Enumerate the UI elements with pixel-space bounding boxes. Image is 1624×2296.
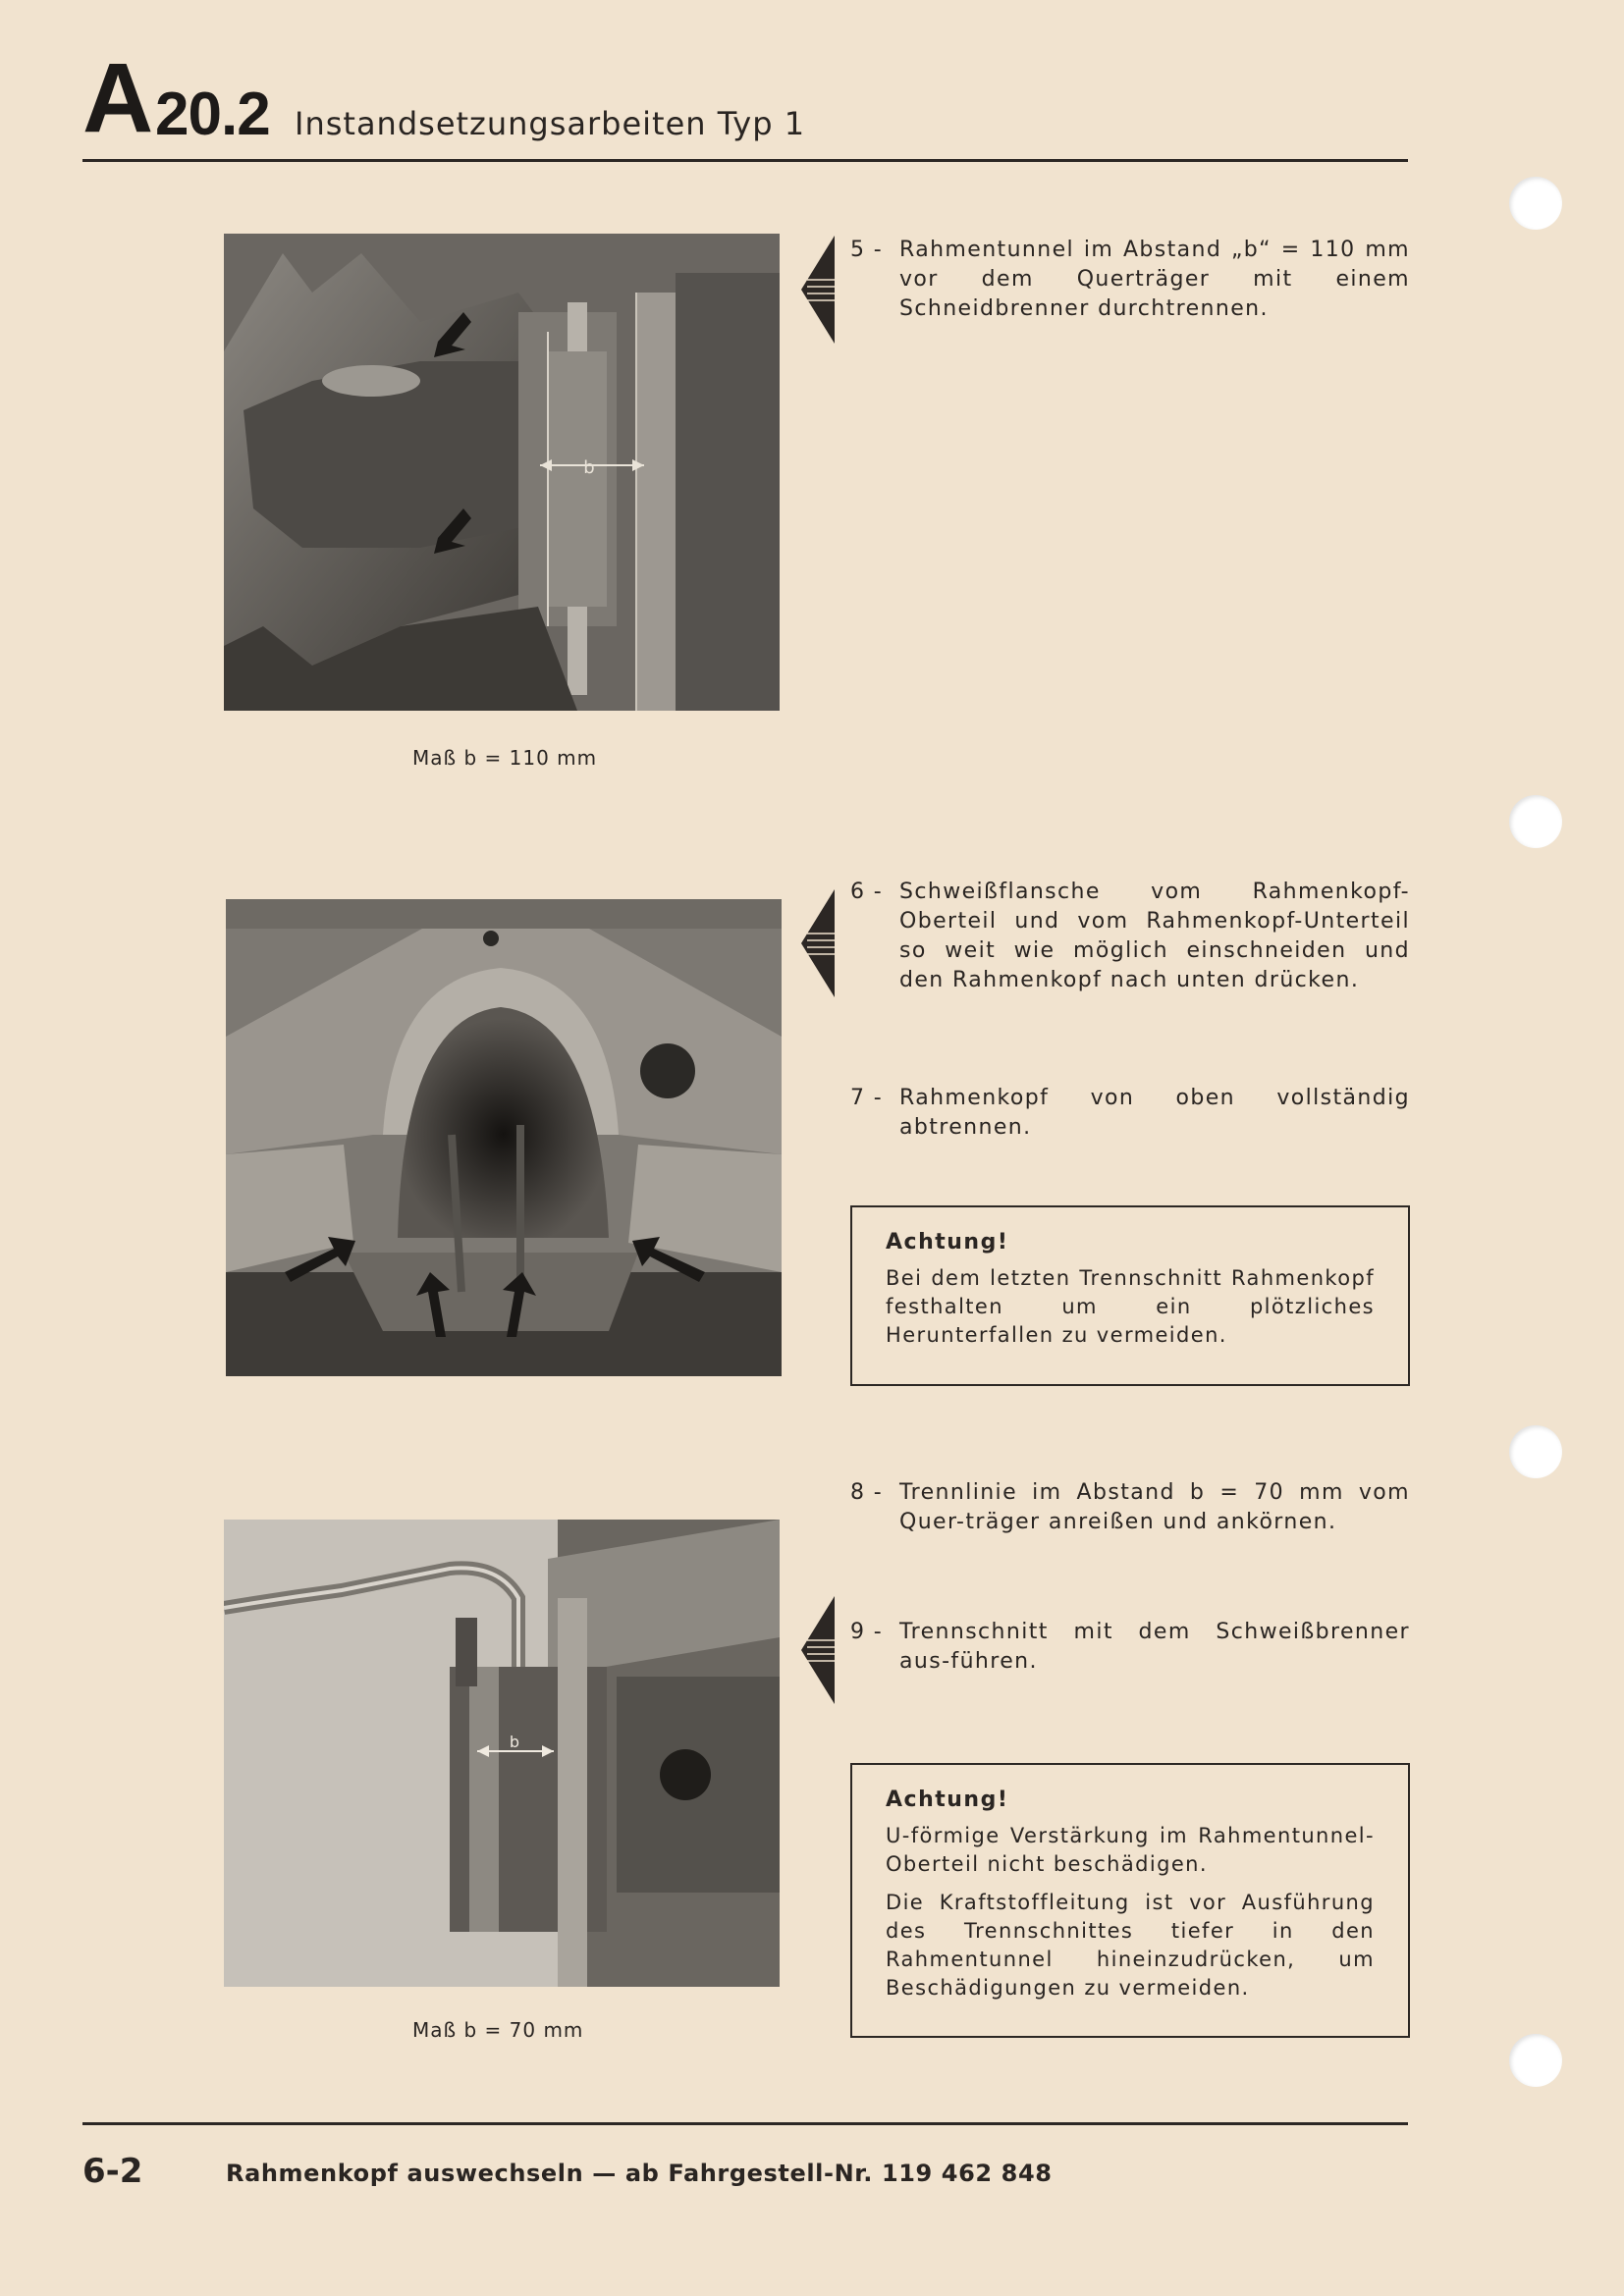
header-rule <box>82 159 1408 162</box>
step-6 <box>850 878 1410 995</box>
photo-frame-tunnel-cut <box>224 234 780 711</box>
footer-title: Rahmenkopf auswechseln — ab Fahrgestell-Nr. 119 462 848 <box>226 2160 1053 2187</box>
step-number: 6 - <box>850 880 884 904</box>
step-text: Trennschnitt mit dem Schweißbrenner aus-führen. <box>899 1620 1410 1674</box>
warning-box <box>850 1205 1410 1386</box>
warning-text: Bei dem letzten Trennschnitt Rahmenkopf festhalten um ein plötzliches Herunterfallen zu vermeiden. <box>886 1266 1375 1347</box>
warning-text: Die Kraftstoffleitung ist vor Ausführung des Trennschnittes tiefer in den Rahmentunnel hineinzudrücken, um Beschädigungen zu vermeiden. <box>886 1891 1375 2000</box>
step-arrow-icon <box>801 236 837 344</box>
punch-hole <box>1509 795 1562 848</box>
step-9 <box>850 1618 1410 1677</box>
step-7 <box>850 1084 1410 1143</box>
punch-hole <box>1509 177 1562 230</box>
step-5 <box>850 236 1410 324</box>
step-arrow-icon <box>801 1596 837 1704</box>
caption-photo1: Maß b = 110 mm <box>412 746 598 770</box>
warning-title: Achtung! <box>886 1788 1009 1812</box>
warning-box <box>850 1763 1410 2038</box>
photo-label-b: b <box>583 457 595 478</box>
photo-frame-head-flanges <box>226 899 782 1376</box>
punch-hole <box>1509 1425 1562 1478</box>
step-8 <box>850 1478 1410 1537</box>
footer-rule <box>82 2122 1408 2125</box>
page-number: 6-2 <box>82 2152 143 2191</box>
section-number: 20.2 <box>155 80 270 148</box>
section-letter: A <box>82 43 150 153</box>
step-number: 5 - <box>850 238 884 262</box>
warning-text: U-förmige Verstärkung im Rahmentunnel-Oberteil nicht beschädigen. <box>886 1824 1375 1876</box>
step-text: Schweißflansche vom Rahmenkopf-Oberteil und vom Rahmenkopf-Unterteil so weit wie möglich einschneiden und den Rahmenkopf nach unten drücken. <box>899 880 1410 992</box>
step-text: Rahmentunnel im Abstand „b“ = 110 mm vor dem Querträger mit einem Schneidbrenner durchtrennen. <box>899 238 1410 321</box>
caption-photo3: Maß b = 70 mm <box>412 2018 584 2042</box>
step-number: 9 - <box>850 1620 884 1644</box>
photo-frame-tunnel-70 <box>224 1520 780 1987</box>
step-number: 7 - <box>850 1086 884 1110</box>
step-text: Trennlinie im Abstand b = 70 mm vom Quer-träger anreißen und ankörnen. <box>899 1480 1410 1534</box>
photo-label-b: b <box>509 1733 520 1751</box>
section-subtitle: Instandsetzungsarbeiten Typ 1 <box>295 105 806 142</box>
step-arrow-icon <box>801 889 837 997</box>
warning-title: Achtung! <box>886 1230 1009 1255</box>
step-number: 8 - <box>850 1480 884 1505</box>
punch-hole <box>1509 2034 1562 2087</box>
step-text: Rahmenkopf von oben vollständig abtrennen. <box>899 1086 1410 1140</box>
